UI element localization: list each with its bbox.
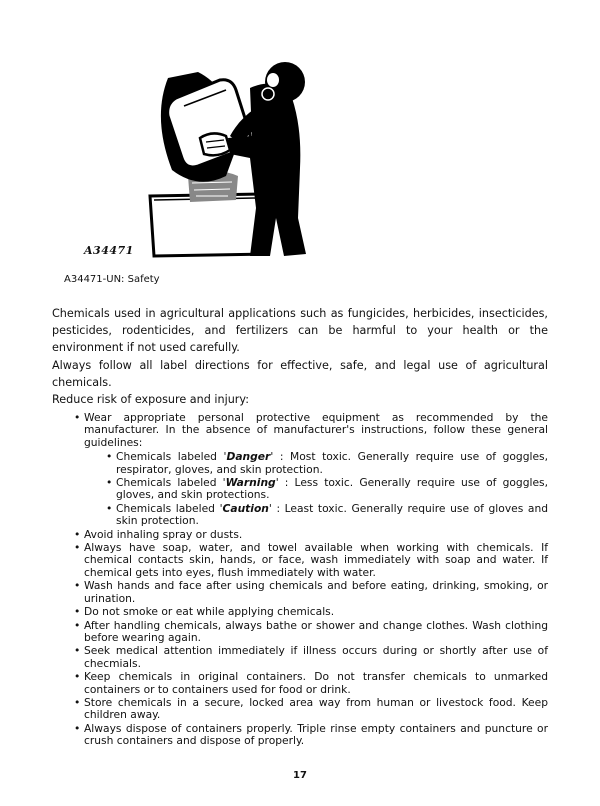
list-item: • Always have soap, water, and towel available when working with chemicals. If chemical contacts skin, hands, or face, wash immediately with soap and water. If chemical gets into eyes, flush immediately with water. — [74, 542, 548, 579]
figure-code: A34471 — [84, 244, 134, 257]
list-item-caution — [106, 503, 548, 528]
list-item: • After handling chemicals, always bathe or shower and change clothes. Wash clothing before wearing again. — [74, 620, 548, 645]
label-prefix: Chemicals labeled ' — [116, 476, 226, 490]
label-description: ' : Least toxic. Generally require use of gloves and skin protection. — [116, 501, 548, 528]
caution-keyword: Caution — [222, 501, 269, 515]
page-number: 17 — [293, 770, 307, 781]
reduce-risk-heading: Reduce risk of exposure and injury: — [52, 393, 249, 406]
figure-caption: A34471-UN: Safety — [64, 274, 160, 285]
list-item: • Always dispose of containers properly. Triple rinse empty containers and puncture or crush containers and dispose of properly. — [74, 723, 548, 748]
label-description: ' : Less toxic. Generally require use of goggles, gloves, and skin protections. — [116, 476, 548, 502]
list-item: • Wash hands and face after using chemicals and before eating, drinking, smoking, or urination. — [74, 580, 548, 605]
ppe-text: Wear appropriate personal protective equipment as recommended by the manufacturer. In the absence of manufacturer's instructions, follow these general guidelines: — [84, 411, 548, 449]
label-prefix: Chemicals labeled ' — [116, 450, 227, 464]
label-prefix: Chemicals labeled ' — [116, 501, 223, 515]
intro-paragraph: Chemicals used in agricultural applications such as fungicides, herbicides, insecticides, pesticides, rodenticides, and fertilizers can be harmful to your health or the environment if not used carefully. — [52, 307, 548, 354]
safety-list — [74, 412, 548, 749]
list-item — [74, 412, 548, 528]
danger-keyword: Danger — [226, 450, 271, 464]
label-directions-paragraph: Always follow all label directions for effective, safe, and legal use of agricultural chemicals. — [52, 359, 548, 389]
list-item: • Do not smoke or eat while applying chemicals. — [74, 606, 548, 618]
warning-keyword: Warning — [225, 476, 276, 490]
person-in-respirator-pouring-chemical-illustration — [80, 58, 340, 263]
label-guidelines-list — [84, 451, 548, 527]
list-item: • Keep chemicals in original containers. Do not transfer chemicals to unmarked containers or to containers used for food or drink. — [74, 671, 548, 696]
list-item-warning — [106, 477, 548, 502]
list-item-danger — [106, 451, 548, 476]
list-item: • Avoid inhaling spray or dusts. — [74, 529, 548, 541]
label-description: ' : Most toxic. Generally require use of goggles, respirator, gloves, and skin protection. — [116, 450, 548, 476]
list-item: • Seek medical attention immediately if illness occurs during or shortly after use of checmials. — [74, 645, 548, 670]
list-item: • Store chemicals in a secure, locked area way from human or livestock food. Keep children away. — [74, 697, 548, 722]
